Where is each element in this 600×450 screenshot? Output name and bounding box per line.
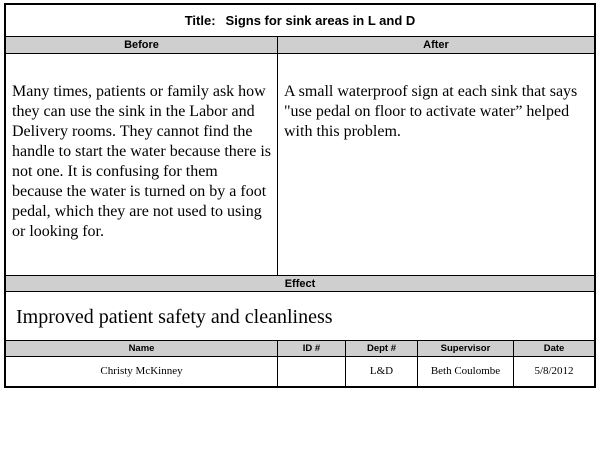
id-cell bbox=[278, 357, 345, 384]
before-header: Before bbox=[6, 37, 277, 54]
dept-cell: L&D bbox=[369, 364, 394, 377]
date-header: Date bbox=[514, 341, 594, 356]
form-title bbox=[6, 5, 594, 37]
effect-text: Improved patient safety and cleanliness bbox=[16, 306, 333, 328]
supervisor-cell: Beth Coulombe bbox=[430, 364, 501, 377]
before-text: Many times, patients or family ask how they can use the sink in the Labor and Delivery rooms. They cannot find the handle to start the water because there is not one. It is confusing for them because the water is turned on by a foot pedal, which they are not used to using or looking for. bbox=[12, 83, 271, 240]
title-label: Title: bbox=[184, 13, 216, 28]
after-header: After bbox=[278, 37, 594, 54]
after-text: A small waterproof sign at each sink that says "use pedal on floor to activate water” helped with this problem. bbox=[284, 83, 578, 140]
name-cell: Christy McKinney bbox=[100, 364, 183, 377]
table-divider-4 bbox=[513, 341, 514, 386]
dept-header: Dept # bbox=[346, 341, 417, 356]
supervisor-header: Supervisor bbox=[418, 341, 513, 356]
table-divider-2 bbox=[345, 341, 346, 386]
title-value: Signs for sink areas in L and D bbox=[225, 13, 416, 28]
effect-header: Effect bbox=[6, 275, 594, 292]
table-divider-3 bbox=[417, 341, 418, 386]
table-divider-1 bbox=[277, 341, 278, 386]
name-header: Name bbox=[6, 341, 277, 356]
before-after-divider bbox=[277, 37, 278, 275]
id-header: ID # bbox=[278, 341, 345, 356]
suggestion-form bbox=[4, 3, 596, 388]
date-cell: 5/8/2012 bbox=[534, 364, 574, 377]
